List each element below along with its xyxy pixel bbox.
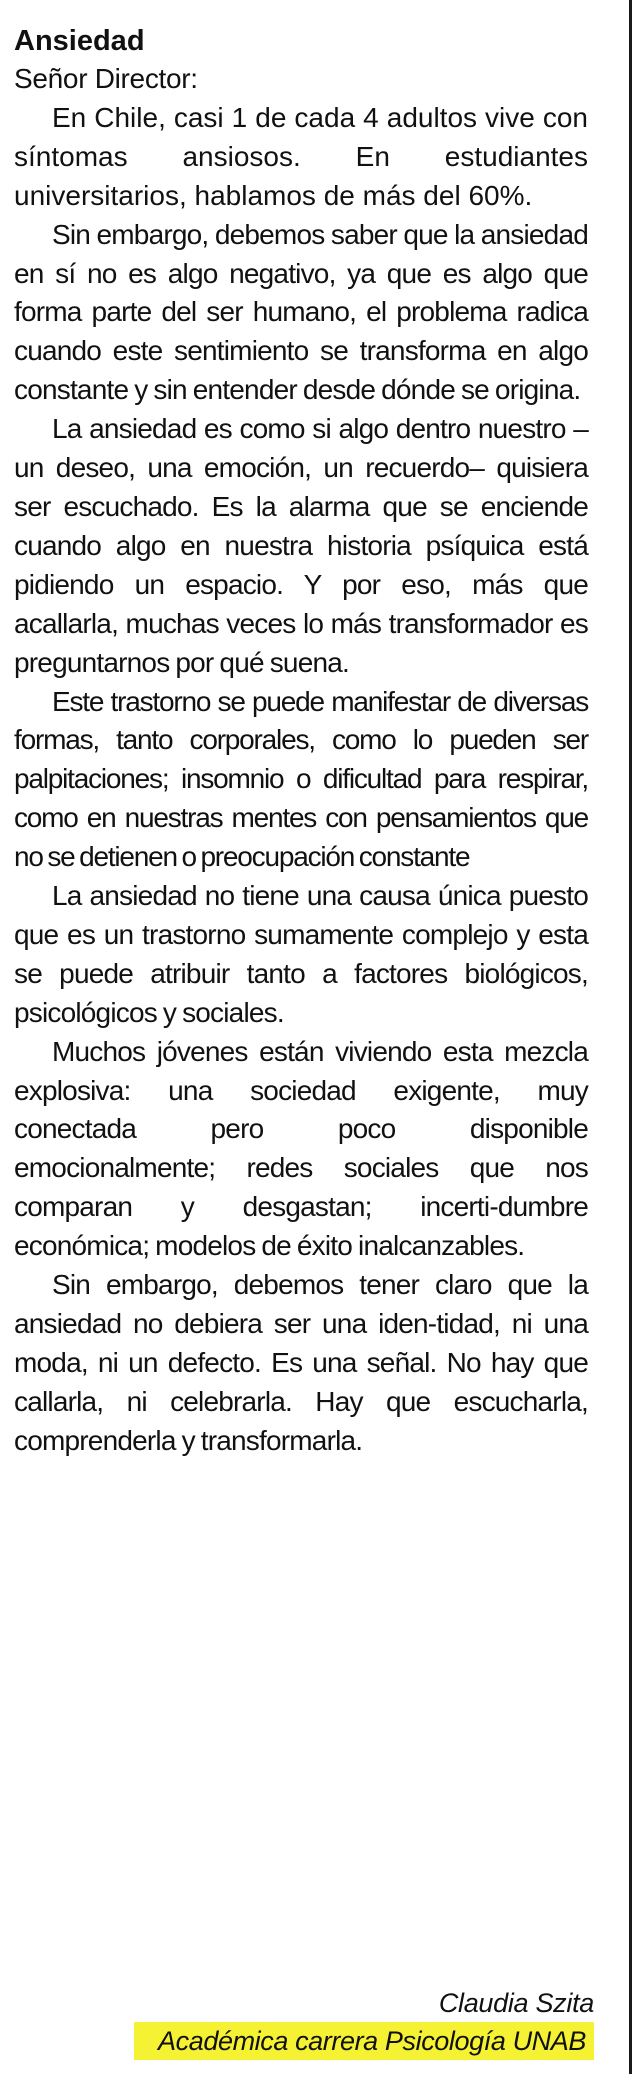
column-rule [629,0,632,2074]
letter-paragraph-5: La ansiedad no tiene una causa única puesto que es un trastorno sumamente complejo y esta se puede atribuir tanto a factores biológicos, psicológicos y sociales. [14,880,588,1028]
letter-salutation: Señor Director: [14,63,198,94]
letter-article [14,22,588,1461]
signature-affiliation: Académica carrera Psicología UNAB [134,2022,594,2060]
letter-paragraph-2: Sin embargo, debemos saber que la ansiedad en sí no es algo negativo, ya que es algo que forma parte del ser humano, el problema radica cuando este sentimiento se transforma en algo constante y sin entender desde dónde se origina. [14,218,588,406]
letter-paragraph-3: La ansiedad es como si algo dentro nuestro –un deseo, una emoción, un recuerdo– quisiera ser escuchado. Es la alarma que se enciende cuando algo en nuestra historia psíquica está pidiendo un espacio. Y por eso, más que acallarla, muchas veces lo más transformador es preguntarnos por qué suena. [14,413,588,678]
letter-paragraph-1: En Chile, casi 1 de cada 4 adultos vive con síntomas ansiosos. En estudiantes universitarios, hablamos de más del 60%. [14,101,588,211]
letter-paragraph-7: Sin embargo, debemos tener claro que la ansiedad no debiera ser una iden-tidad, ni una moda, ni un defecto. Es una señal. No hay que callarla, ni celebrarla. Hay que escucharla, comprenderla y transformarla. [14,1269,588,1456]
letter-paragraph-4: Este trastorno se puede manifestar de diversas formas, tanto corporales, como lo pueden ser palpitaciones; insomnio o dificultad para respirar, como en nuestras mentes con pensamientos que no se detienen o preocupación constante [14,685,588,873]
signature-name: Claudia Szita [438,1988,594,2018]
letter-headline: Ansiedad [14,25,145,57]
letter-signature [134,1984,594,2060]
letter-paragraph-6: Muchos jóvenes están viviendo esta mezcla explosiva: una sociedad exigente, muy conectada pero poco disponible emocionalmente; redes sociales que nos comparan y desgastan; incerti-dumbre económica; modelos de éxito inalcanzables. [14,1035,588,1262]
